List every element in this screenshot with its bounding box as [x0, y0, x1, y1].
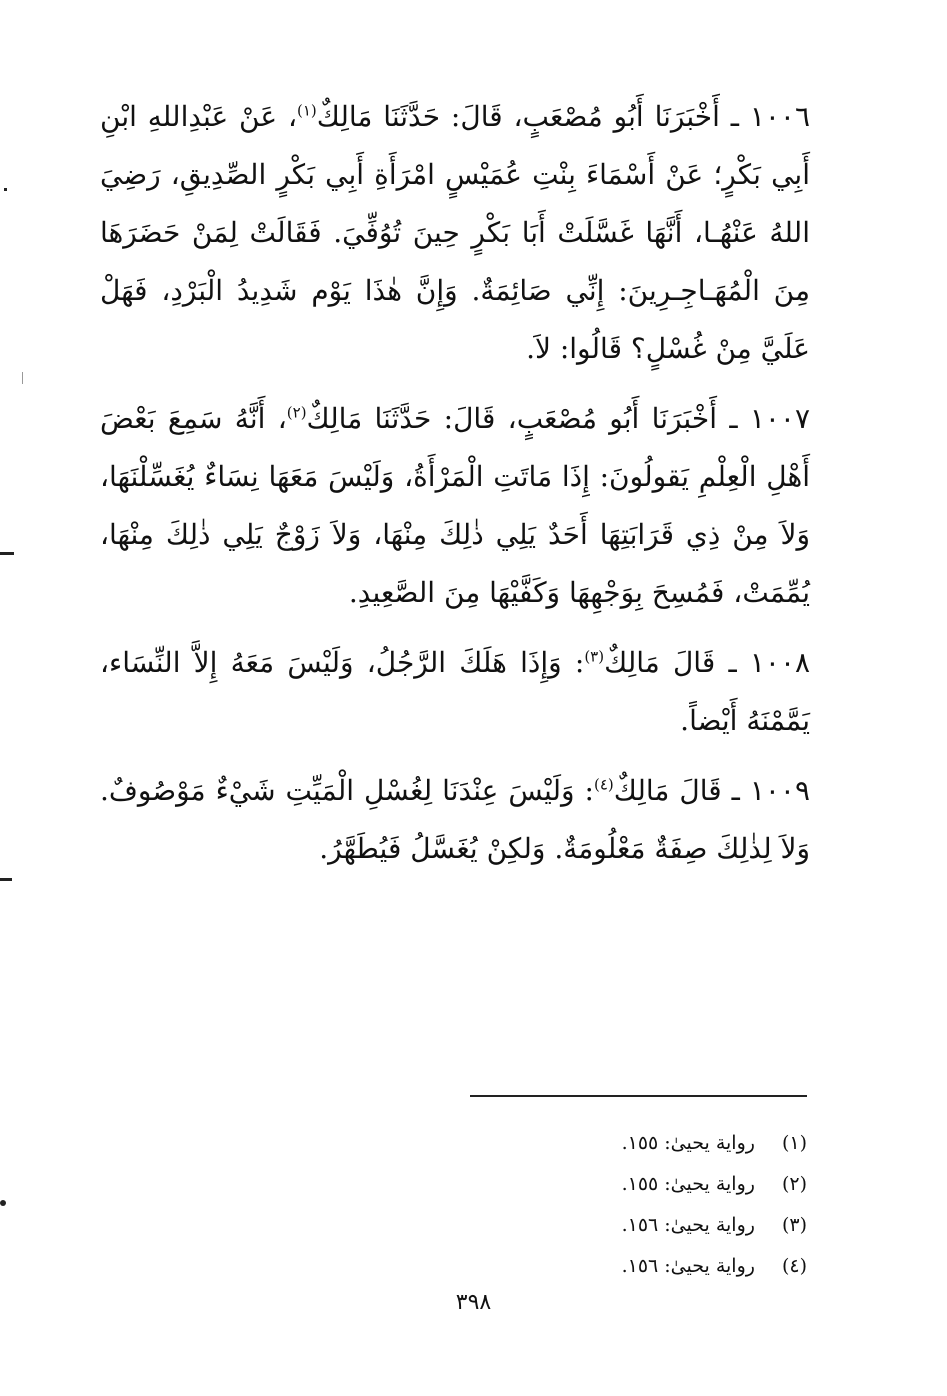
- hadith-paragraph-1007: [100, 390, 810, 622]
- footnote-text: رواية يحيىٰ: ١٥٥.: [621, 1132, 755, 1154]
- scan-edge-mark: [0, 552, 14, 555]
- footnote-marker: (٣): [584, 647, 605, 666]
- paragraph-text-start: أَخْبَرَنَا أَبُو مُصْعَبٍ، قَالَ: حَدَّثَنَا مَالِكٌ: [306, 402, 717, 435]
- main-text: [100, 88, 810, 890]
- footnotes: [470, 1123, 807, 1287]
- footnote-text: رواية يحيىٰ: ١٥٥.: [621, 1173, 755, 1195]
- paragraph-number: ١٠٠٩: [749, 774, 810, 807]
- paragraph-text-rest: : وَلَيْسَ عِنْدَنَا لِغُسْلِ الْمَيِّتِ شَيْءٌ مَوْصُوفٌ. وَلاَ لِذٰلِكَ صِفَةٌ مَعْلُومَةٌ. وَلكِنْ يُغَسَّلُ فَيُطَهَّرُ.: [100, 774, 810, 865]
- footnote-marker: (٢): [286, 403, 307, 422]
- paragraph-dash: ـ: [731, 774, 740, 807]
- footnote-3: [470, 1205, 807, 1246]
- footnote-2: [470, 1164, 807, 1205]
- paragraph-text-start: قَالَ مَالِكٌ: [613, 774, 722, 807]
- footnote-4: [470, 1246, 807, 1287]
- paragraph-text-start: قَالَ مَالِكٌ: [604, 646, 716, 679]
- paragraph-text-rest: ، عَنْ عَبْدِاللهِ ابْنِ أَبِي بَكْرٍ؛ عَنْ أَسْمَاءَ بِنْتِ عُمَيْسٍ امْرَأَةِ أَبِي بَكْرٍ الصِّدِيقِ، رَضِيَ اللهُ عَنْهُـا، أَنَّهَا غَسَّلَتْ أَبَا بَكْرٍ حِينَ تُوُفِّيَ. فَقَالَتْ لِمَنْ حَضَرَهَا مِنَ الْمُهَـاجِـرِينَ: إِنِّي صَائِمَةٌ. وَإِنَّ هٰذَا يَوْم شَدِيدُ الْبَرْدِ، فَهَلْ عَلَيَّ مِنْ غُسْلٍ؟ قَالُوا: لاَ.: [100, 100, 810, 365]
- scan-edge-mark: [0, 1200, 6, 1206]
- footnote-marker: (٤): [593, 775, 614, 794]
- paragraph-text-start: أَخْبَرَنَا أَبُو مُصْعَبٍ، قَالَ: حَدَّثَنَا مَالِكٌ: [316, 100, 720, 133]
- scan-edge-mark: [22, 372, 23, 384]
- paragraph-text-rest: ، أَنَّهُ سَمِعَ بَعْضَ أَهْلِ الْعِلْمِ يَقولُونَ: إِذَا مَاتَتِ الْمَرْأَةُ، وَلَيْسَ مَعَهَا نِسَاءٌ يُغَسِّلْنَهَا، وَلاَ مِنْ ذِي قَرَابَتِهَا أَحَدٌ يَلِي ذٰلِكَ مِنْهَا، وَلاَ زَوْجٌ يَلِي ذٰلِكَ مِنْهَا، يُمِّمَتْ، فَمُسِحَ بِوَجْهِهَا وَكَفَّيْهَا مِنَ الصَّعِيدِ.: [100, 402, 810, 609]
- footnote-label: (٤): [781, 1255, 807, 1277]
- footnote-divider: [470, 1095, 807, 1097]
- paragraph-dash: ـ: [729, 402, 738, 435]
- hadith-paragraph-1008: [100, 634, 810, 750]
- footnote-text: رواية يحيىٰ: ١٥٦.: [621, 1255, 755, 1277]
- paragraph-number: ١٠٠٧: [749, 402, 810, 435]
- scan-edge-mark: [0, 878, 12, 881]
- hadith-paragraph-1006: [100, 88, 810, 378]
- paragraph-number: ١٠٠٨: [749, 646, 811, 679]
- footnote-label: (٣): [781, 1214, 807, 1236]
- paragraph-text-rest: : وَإِذَا هَلَكَ الرَّجُلُ، وَلَيْسَ مَعَهُ إِلاَّ النِّسَاء، يَمَّمْنَهُ أَيْضاً.: [100, 646, 810, 737]
- hadith-paragraph-1009: [100, 762, 810, 878]
- page-number: ٣٩٨: [455, 1290, 492, 1315]
- footnote-label: (١): [781, 1132, 807, 1154]
- paragraph-dash: ـ: [728, 646, 737, 679]
- footnote-text: رواية يحيىٰ: ١٥٦.: [621, 1214, 755, 1236]
- paragraph-number: ١٠٠٦: [749, 100, 810, 133]
- scan-edge-mark: [4, 188, 7, 191]
- paragraph-dash: ـ: [730, 100, 739, 133]
- footnote-label: (٢): [781, 1173, 807, 1195]
- footnote-marker: (١): [296, 101, 317, 120]
- footnote-1: [470, 1123, 807, 1164]
